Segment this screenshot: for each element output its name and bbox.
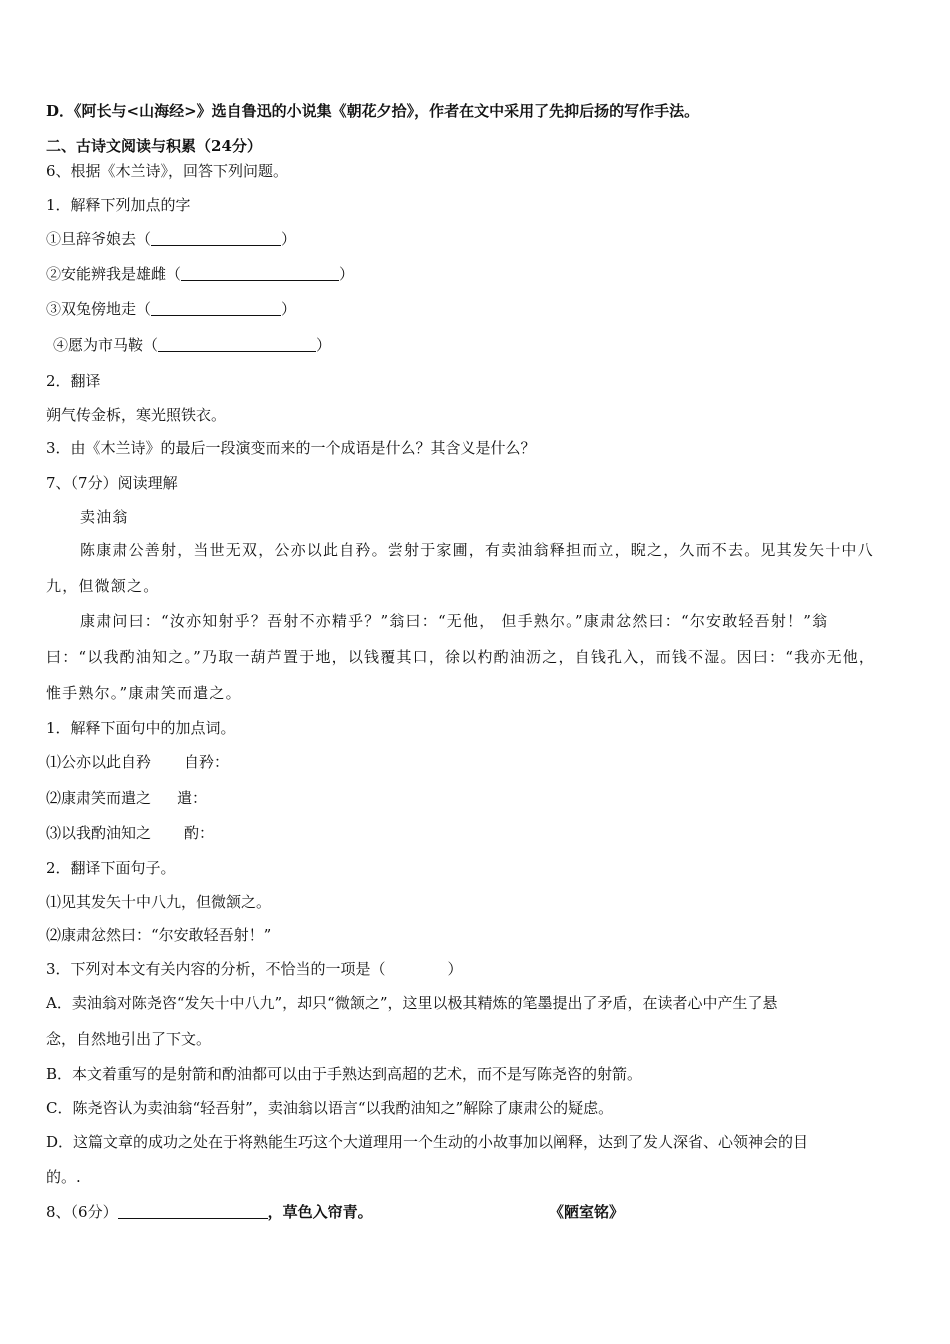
q7-trans-2: ⑵康肃忿然曰：“尔安敢轻吾射！”	[46, 926, 272, 944]
answer-blank[interactable]	[181, 266, 339, 281]
q6-sub3: 3．由《木兰诗》的最后一段演变而来的一个成语是什么？其含义是什么？	[46, 439, 536, 457]
q8-line: 8、（6分） ，草色入帘青。	[46, 1203, 373, 1221]
q6-stem: 6、根据《木兰诗》，回答下列问题。	[46, 162, 289, 180]
q6-item-3-text: ③双兔傍地走（	[46, 300, 152, 318]
q7-stem: 7、（7分）阅读理解	[46, 474, 178, 492]
answer-blank[interactable]	[151, 301, 281, 316]
q6-item-1: ①旦辞爷娘去（ ）	[46, 230, 297, 248]
q7-sub2: 2．翻译下面句子。	[46, 859, 176, 877]
passage-p2-line2: 曰：“以我酌油知之。”乃取一葫芦置于地，以钱覆其口，徐以杓酌油沥之，自钱孔入，而钱不湿。因曰：“我亦无他，	[46, 648, 876, 666]
q7-trans-1: ⑴见其发矢十中八九，但微颔之。	[46, 893, 272, 911]
q6-item-4: ④愿为市马鞍（ ）	[53, 336, 332, 354]
section-title-classical-reading: 二、古诗文阅读与积累（24分）	[46, 137, 262, 155]
answer-blank[interactable]	[118, 1204, 268, 1219]
q6-sub2: 2．翻译	[46, 372, 101, 390]
q6-item-3: ③双兔傍地走（ ）	[46, 300, 297, 318]
q6-sub1: 1．解释下列加点的字	[46, 196, 191, 214]
passage-p1-line2: 九，但微颔之。	[46, 577, 160, 595]
q6-item-2-text: ②安能辨我是雄雌（	[46, 265, 182, 283]
q7-sub1: 1．解释下面句中的加点词。	[46, 719, 236, 737]
option-d-statement: D．《阿长与<山海经>》选自鲁迅的小说集《朝花夕拾》，作者在文中采用了先抑后扬的写作手法。	[46, 102, 700, 120]
answer-blank[interactable]	[158, 337, 316, 352]
q7-sub3: 3．下列对本文有关内容的分析，不恰当的一项是（ ）	[46, 960, 463, 978]
q7-option-c: C．陈尧咨认为卖油翁“轻吾射”，卖油翁以语言“以我酌油知之”解除了康肃公的疑虑。	[46, 1099, 614, 1117]
q6-sub2-sentence: 朔气传金柝，寒光照铁衣。	[46, 406, 227, 424]
passage-p2-line1: 康肃问曰：“汝亦知射乎？吾射不亦精乎？”翁曰：“无他， 但手熟尔。”康肃忿然曰：“尔安敢轻吾射！”翁	[80, 612, 829, 630]
q7-option-a-line1: A．卖油翁对陈尧咨“发矢十中八九”，却只“微颔之”，这里以极其精炼的笔墨提出了矛盾，在读者心中产生了悬	[46, 994, 778, 1012]
q6-item-2: ②安能辨我是雄雌（ ）	[46, 265, 355, 283]
q7-option-d-line1: D．这篇文章的成功之处在于将熟能生巧这个大道理用一个生动的小故事加以阐释，达到了发人深省、心领神会的目	[46, 1133, 809, 1151]
passage-title: 卖油翁	[80, 508, 129, 526]
passage-p1-line1: 陈康肃公善射，当世无双，公亦以此自矜。尝射于家圃，有卖油翁释担而立，睨之，久而不去。见其发矢十中八	[80, 541, 874, 559]
q7-word-1: ⑴公亦以此自矜 自矜：	[46, 753, 230, 771]
q7-option-b: B．本文着重写的是射箭和酌油都可以由于手熟达到高超的艺术，而不是写陈尧咨的射箭。	[46, 1065, 643, 1083]
q6-item-1-text: ①旦辞爷娘去（	[46, 230, 152, 248]
q7-word-2: ⑵康肃笑而遣之 遣：	[46, 789, 208, 807]
answer-blank[interactable]	[151, 231, 281, 246]
passage-p2-line3: 惟手熟尔。”康肃笑而遣之。	[46, 684, 242, 702]
q7-option-a-line2: 念，自然地引出了下文。	[46, 1030, 212, 1048]
q6-item-4-text: ④愿为市马鞍（	[53, 336, 159, 354]
q8-source: 《陋室铭》	[549, 1203, 625, 1221]
q7-option-d-line2: 的。.	[46, 1168, 81, 1186]
q7-word-3: ⑶以我酌油知之 酌：	[46, 824, 215, 842]
